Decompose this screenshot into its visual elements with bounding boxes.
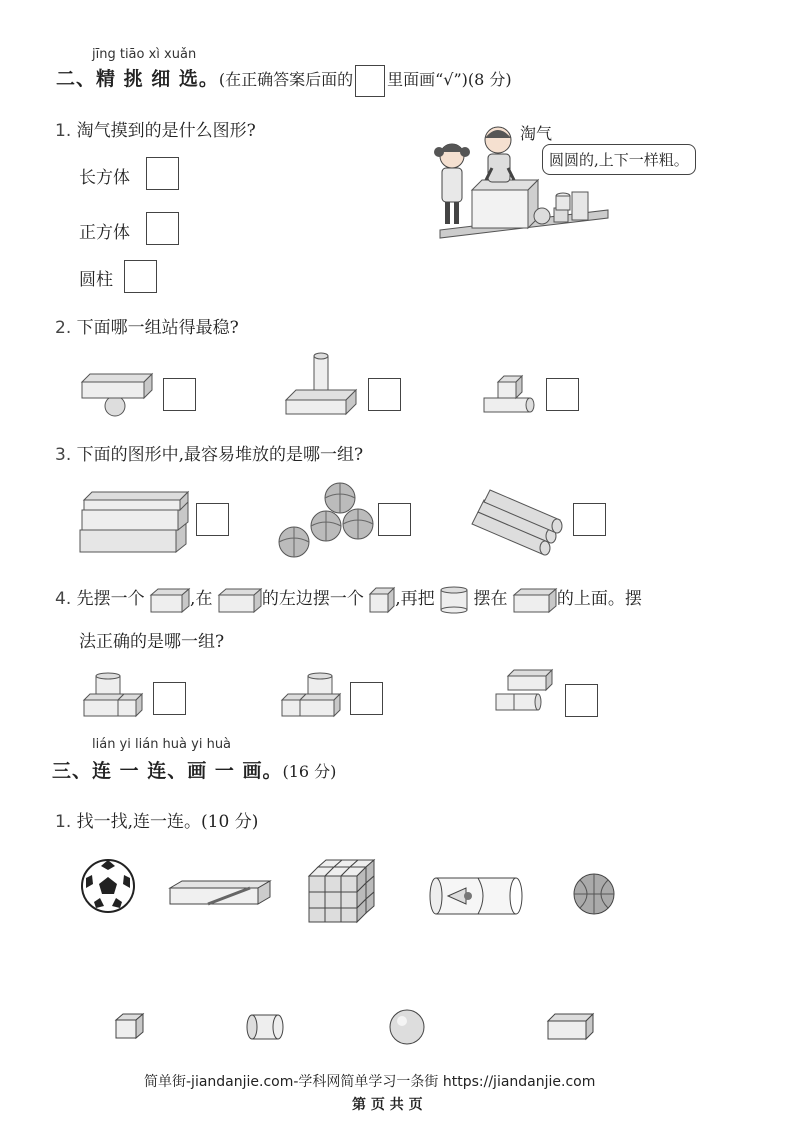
basketball-icon[interactable] [572, 872, 616, 916]
cylinder-on-cuboid-icon [284, 352, 360, 418]
q3-option-0-checkbox[interactable] [196, 503, 229, 536]
cuboid-icon [513, 587, 557, 613]
character-name: 淘气 [520, 124, 553, 143]
q1-text: 淘气摸到的是什么图形? [76, 121, 256, 141]
q3-text: 下面的图形中,最容易堆放的是哪一组? [76, 445, 364, 465]
section3-heading [52, 756, 336, 783]
section2-note-a: (在正确答案后面的 [218, 70, 354, 89]
question-4 [55, 584, 642, 614]
question-1 [55, 116, 256, 141]
cylinder-shape-icon[interactable] [246, 1012, 286, 1042]
q1-option-1-label: 正方体 [79, 223, 130, 243]
sphere-shape-icon[interactable] [388, 1008, 426, 1046]
q2-number: 2. [55, 318, 72, 338]
q4-arrangement-c-icon [494, 664, 554, 714]
stacked-cylinders-icon [470, 490, 568, 560]
s3q1-number: 1. [55, 812, 72, 832]
q1-option-2-checkbox[interactable] [124, 260, 157, 293]
cube-shape-icon[interactable] [114, 1012, 146, 1040]
cuboid-shape-icon[interactable] [546, 1012, 596, 1042]
q4-option-2-checkbox[interactable] [565, 684, 598, 717]
section3-question-1 [55, 807, 258, 832]
s3q1-text: 找一找,连一连。(10 分) [76, 812, 259, 832]
q1-option-2-label: 圆柱 [79, 270, 113, 290]
section2-pinyin: jīng tiāo xì xuǎn [92, 47, 197, 62]
stacked-cuboids-icon [78, 490, 190, 556]
q4-arrangement-b-icon [280, 670, 346, 718]
question-2 [55, 313, 239, 338]
rubiks-cube-icon[interactable] [306, 858, 384, 924]
question-3 [55, 440, 363, 465]
q4-arrangement-a-icon [82, 670, 148, 718]
cylinder-icon [556, 196, 570, 210]
q4-seg5: 摆在 [473, 589, 508, 609]
cube-on-cylinder-icon [482, 372, 538, 416]
speech-bubble: 圆圆的,上下一样粗。 [542, 144, 696, 175]
boy-icon [485, 127, 514, 182]
q4-seg3: 的左边摆一个 [261, 589, 364, 609]
mystery-box-icon [472, 190, 528, 228]
cylinder-icon [440, 586, 468, 614]
q2-option-2-checkbox[interactable] [546, 378, 579, 411]
shuttlecock-tube-icon[interactable] [428, 874, 524, 918]
section3-pinyin: lián yi lián huà yi huà [92, 737, 232, 752]
q2-text: 下面哪一组站得最稳? [76, 318, 239, 338]
q1-option-1-checkbox[interactable] [146, 212, 179, 245]
q2-option-1-checkbox[interactable] [368, 378, 401, 411]
cuboid-icon [572, 192, 588, 220]
cuboid-on-sphere-icon [80, 368, 160, 416]
section2-heading [56, 64, 512, 97]
footer-page: 第 页 共 页 [352, 1097, 423, 1113]
q4-seg4: ,再把 [395, 589, 435, 609]
section2-note-b: 里面画“√”)(8 分) [387, 70, 512, 89]
sphere-icon [534, 208, 550, 224]
cube-icon [369, 587, 395, 613]
q3-number: 3. [55, 445, 72, 465]
q3-option-2-checkbox[interactable] [573, 503, 606, 536]
q4-option-0-checkbox[interactable] [153, 682, 186, 715]
girl-icon [434, 144, 470, 224]
example-answer-box [355, 65, 385, 97]
section3-note: (16 分) [282, 762, 337, 781]
q1-option-0-label: 长方体 [79, 168, 130, 188]
section3-title: 三、连 一 连、画 一 画。 [52, 760, 283, 782]
q1-number: 1. [55, 121, 72, 141]
q1-option-0-checkbox[interactable] [146, 157, 179, 190]
q4-line2: 法正确的是哪一组? [79, 632, 225, 652]
cuboid-icon [218, 587, 262, 613]
footer-site: 简单街-jiandanjie.com-学科网简单学习一条街 https://jiandanjie.com [144, 1074, 596, 1090]
q4-number: 4. [55, 589, 72, 609]
q4-seg2: ,在 [190, 589, 213, 609]
soccer-ball-icon[interactable] [80, 858, 136, 914]
section2-title: 二、精 挑 细 选。 [56, 68, 219, 90]
q3-option-1-checkbox[interactable] [378, 503, 411, 536]
q4-seg1: 先摆一个 [76, 589, 145, 609]
cuboid-icon [150, 587, 190, 613]
q4-option-1-checkbox[interactable] [350, 682, 383, 715]
long-box-icon[interactable] [168, 880, 272, 908]
q4-seg6: 的上面。摆 [556, 589, 642, 609]
stacked-balls-icon [276, 480, 376, 558]
q2-option-0-checkbox[interactable] [163, 378, 196, 411]
